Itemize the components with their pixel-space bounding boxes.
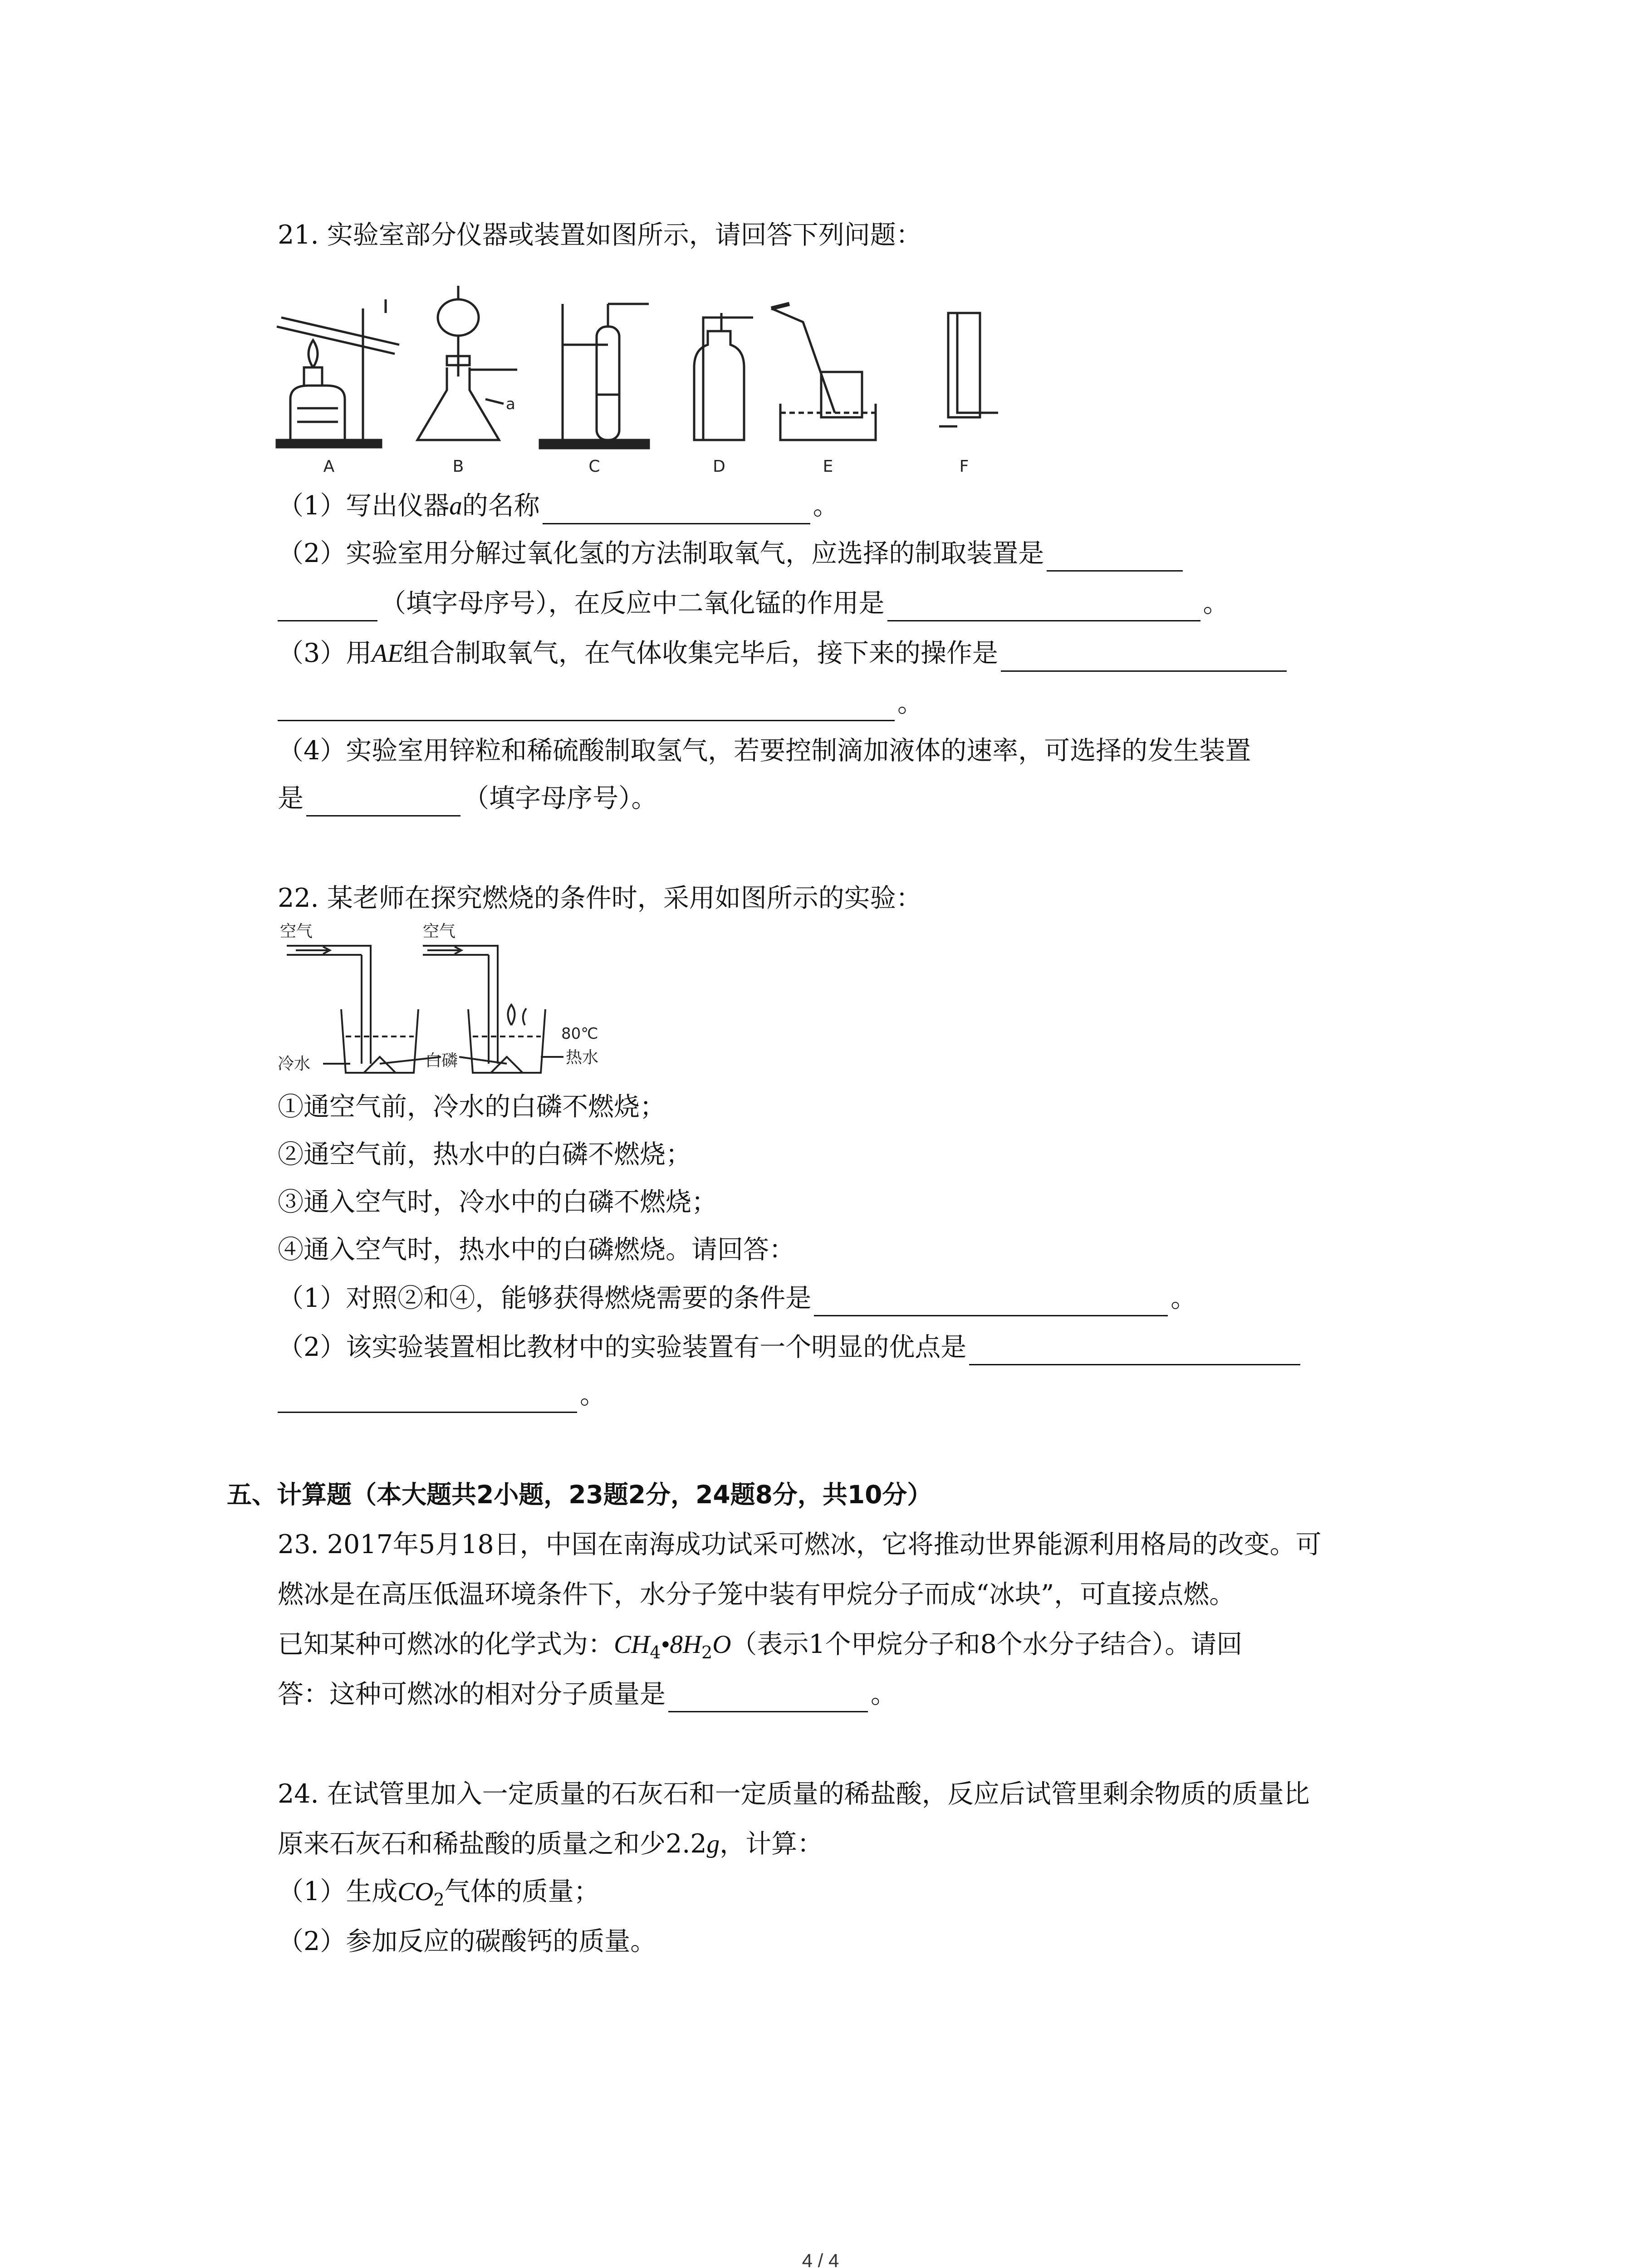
q23-line1: 23. 2017年5月18日，中国在南海成功试采可燃冰，它将推动世界能源利用格局的改变。可 xyxy=(278,1530,1322,1559)
q23-line3: 已知某种可燃冰的化学式为：$CH_4•8H_2O$（表示1个甲烷分子和8个水分子结合）。请回 xyxy=(278,1629,1243,1662)
q22-statement-3: ③通入空气时，冷水中的白磷不燃烧； xyxy=(278,1187,717,1217)
q21-part1: （1）写出仪器a的名称 。 xyxy=(278,488,839,524)
q21-part2-answer-blank-device[interactable] xyxy=(1047,542,1183,572)
q21-part1-answer-blank[interactable] xyxy=(543,495,810,524)
q24-part2: （2）参加反应的碳酸钙的质量。 xyxy=(278,1926,656,1956)
air-label-right: 空气 xyxy=(423,922,456,941)
q22-statement-1: ①通空气前，冷水的白磷不燃烧； xyxy=(278,1092,666,1122)
figure-label-b: B xyxy=(452,457,464,476)
q21-part4-line1: （4）实验室用锌粒和稀硫酸制取氢气，若要控制滴加液体的速率，可选择的发生装置 xyxy=(278,736,1251,766)
cold-water-label: 冷水 xyxy=(278,1055,311,1073)
q23-line2: 燃冰是在高压低温环境条件下，水分子笼中装有甲烷分子而成“冰块”，可直接点燃。 xyxy=(278,1579,1235,1609)
apparatus-a-label: a xyxy=(506,395,515,413)
methane-hydrate-formula: $CH_4•8H_2O$ xyxy=(614,1630,731,1662)
q21-part2-line2: （填字母序号），在反应中二氧化锰的作用是 。 xyxy=(278,585,1229,621)
figure-label-d: D xyxy=(713,457,725,476)
q22-part2-line1: （2）该实验装置相比教材中的实验装置有一个明显的优点是 xyxy=(278,1329,1303,1365)
apparatus-f-figure xyxy=(939,313,998,426)
q21-part4-line2: 是 （填字母序号）。 xyxy=(278,780,657,816)
air-label-left: 空气 xyxy=(280,922,313,941)
q22-stem: 22. 某老师在探究燃烧的条件时，采用如图所示的实验： xyxy=(278,883,922,913)
figure-label-a: A xyxy=(323,457,335,476)
q22-combustion-figure xyxy=(278,922,622,1082)
q22-statement-2: ②通空气前，热水中的白磷不燃烧； xyxy=(278,1139,691,1169)
apparatus-d-figure xyxy=(694,313,753,440)
q24-part1: （1）生成$CO_2$气体的质量； xyxy=(278,1877,600,1910)
q21-part3-answer-blank[interactable] xyxy=(1001,642,1287,672)
q21-part3-line1: （3）用AE组合制取氧气，在气体收集完毕后，接下来的操作是 xyxy=(278,635,1289,672)
apparatus-e-figure xyxy=(771,304,876,440)
q22-part1: （1）对照②和④，能够获得燃烧需要的条件是 。 xyxy=(278,1280,1196,1316)
q21-part2-answer-blank-device-cont[interactable] xyxy=(278,592,377,621)
q22-part1-answer-blank[interactable] xyxy=(814,1287,1168,1316)
q21-part2-line1: （2）实验室用分解过氧化氢的方法制取氧气，应选择的制取装置是 xyxy=(278,535,1185,572)
figure-label-e: E xyxy=(823,457,833,476)
temperature-label: 80℃ xyxy=(561,1025,598,1043)
q24-line1: 24. 在试管里加入一定质量的石灰石和一定质量的稀盐酸，反应后试管里剩余物质的质量比 xyxy=(278,1779,1310,1809)
q21-part3-answer-blank-cont[interactable] xyxy=(278,692,895,721)
q21-stem: 21. 实验室部分仪器或装置如图所示，请回答下列问题： xyxy=(278,220,922,250)
q21-part3-line2: 。 xyxy=(278,685,923,721)
q21-part4-answer-blank[interactable] xyxy=(306,787,460,816)
q22-part2-answer-blank-cont[interactable] xyxy=(278,1383,577,1413)
white-phosphorus-label: 白磷 xyxy=(425,1051,458,1070)
page-number: 4 / 4 xyxy=(802,2250,839,2268)
q23-line4: 答：这种可燃冰的相对分子质量是 。 xyxy=(278,1676,896,1712)
figure-label-f: F xyxy=(959,457,969,476)
apparatus-a-figure xyxy=(277,299,399,447)
figure-label-c: C xyxy=(588,457,600,476)
q21-part2-answer-blank-mno2[interactable] xyxy=(887,592,1200,621)
hot-water-label: 热水 xyxy=(566,1048,599,1067)
apparatus-c-figure xyxy=(540,304,649,448)
apparatus-b-figure xyxy=(417,286,517,440)
section-5-title: 五、计算题（本大题共2小题，23题2分，24题8分，共10分） xyxy=(227,1480,932,1509)
q22-statement-4: ④通入空气时，热水中的白磷燃烧。请回答： xyxy=(278,1235,795,1265)
q21-apparatus-figure xyxy=(272,277,1043,481)
q22-part2-line2: 。 xyxy=(278,1377,606,1413)
q23-answer-blank[interactable] xyxy=(668,1683,868,1712)
q24-line2: 原来石灰石和稀盐酸的质量之和少2.2g，计算： xyxy=(278,1829,823,1859)
q22-part2-answer-blank[interactable] xyxy=(969,1336,1300,1365)
